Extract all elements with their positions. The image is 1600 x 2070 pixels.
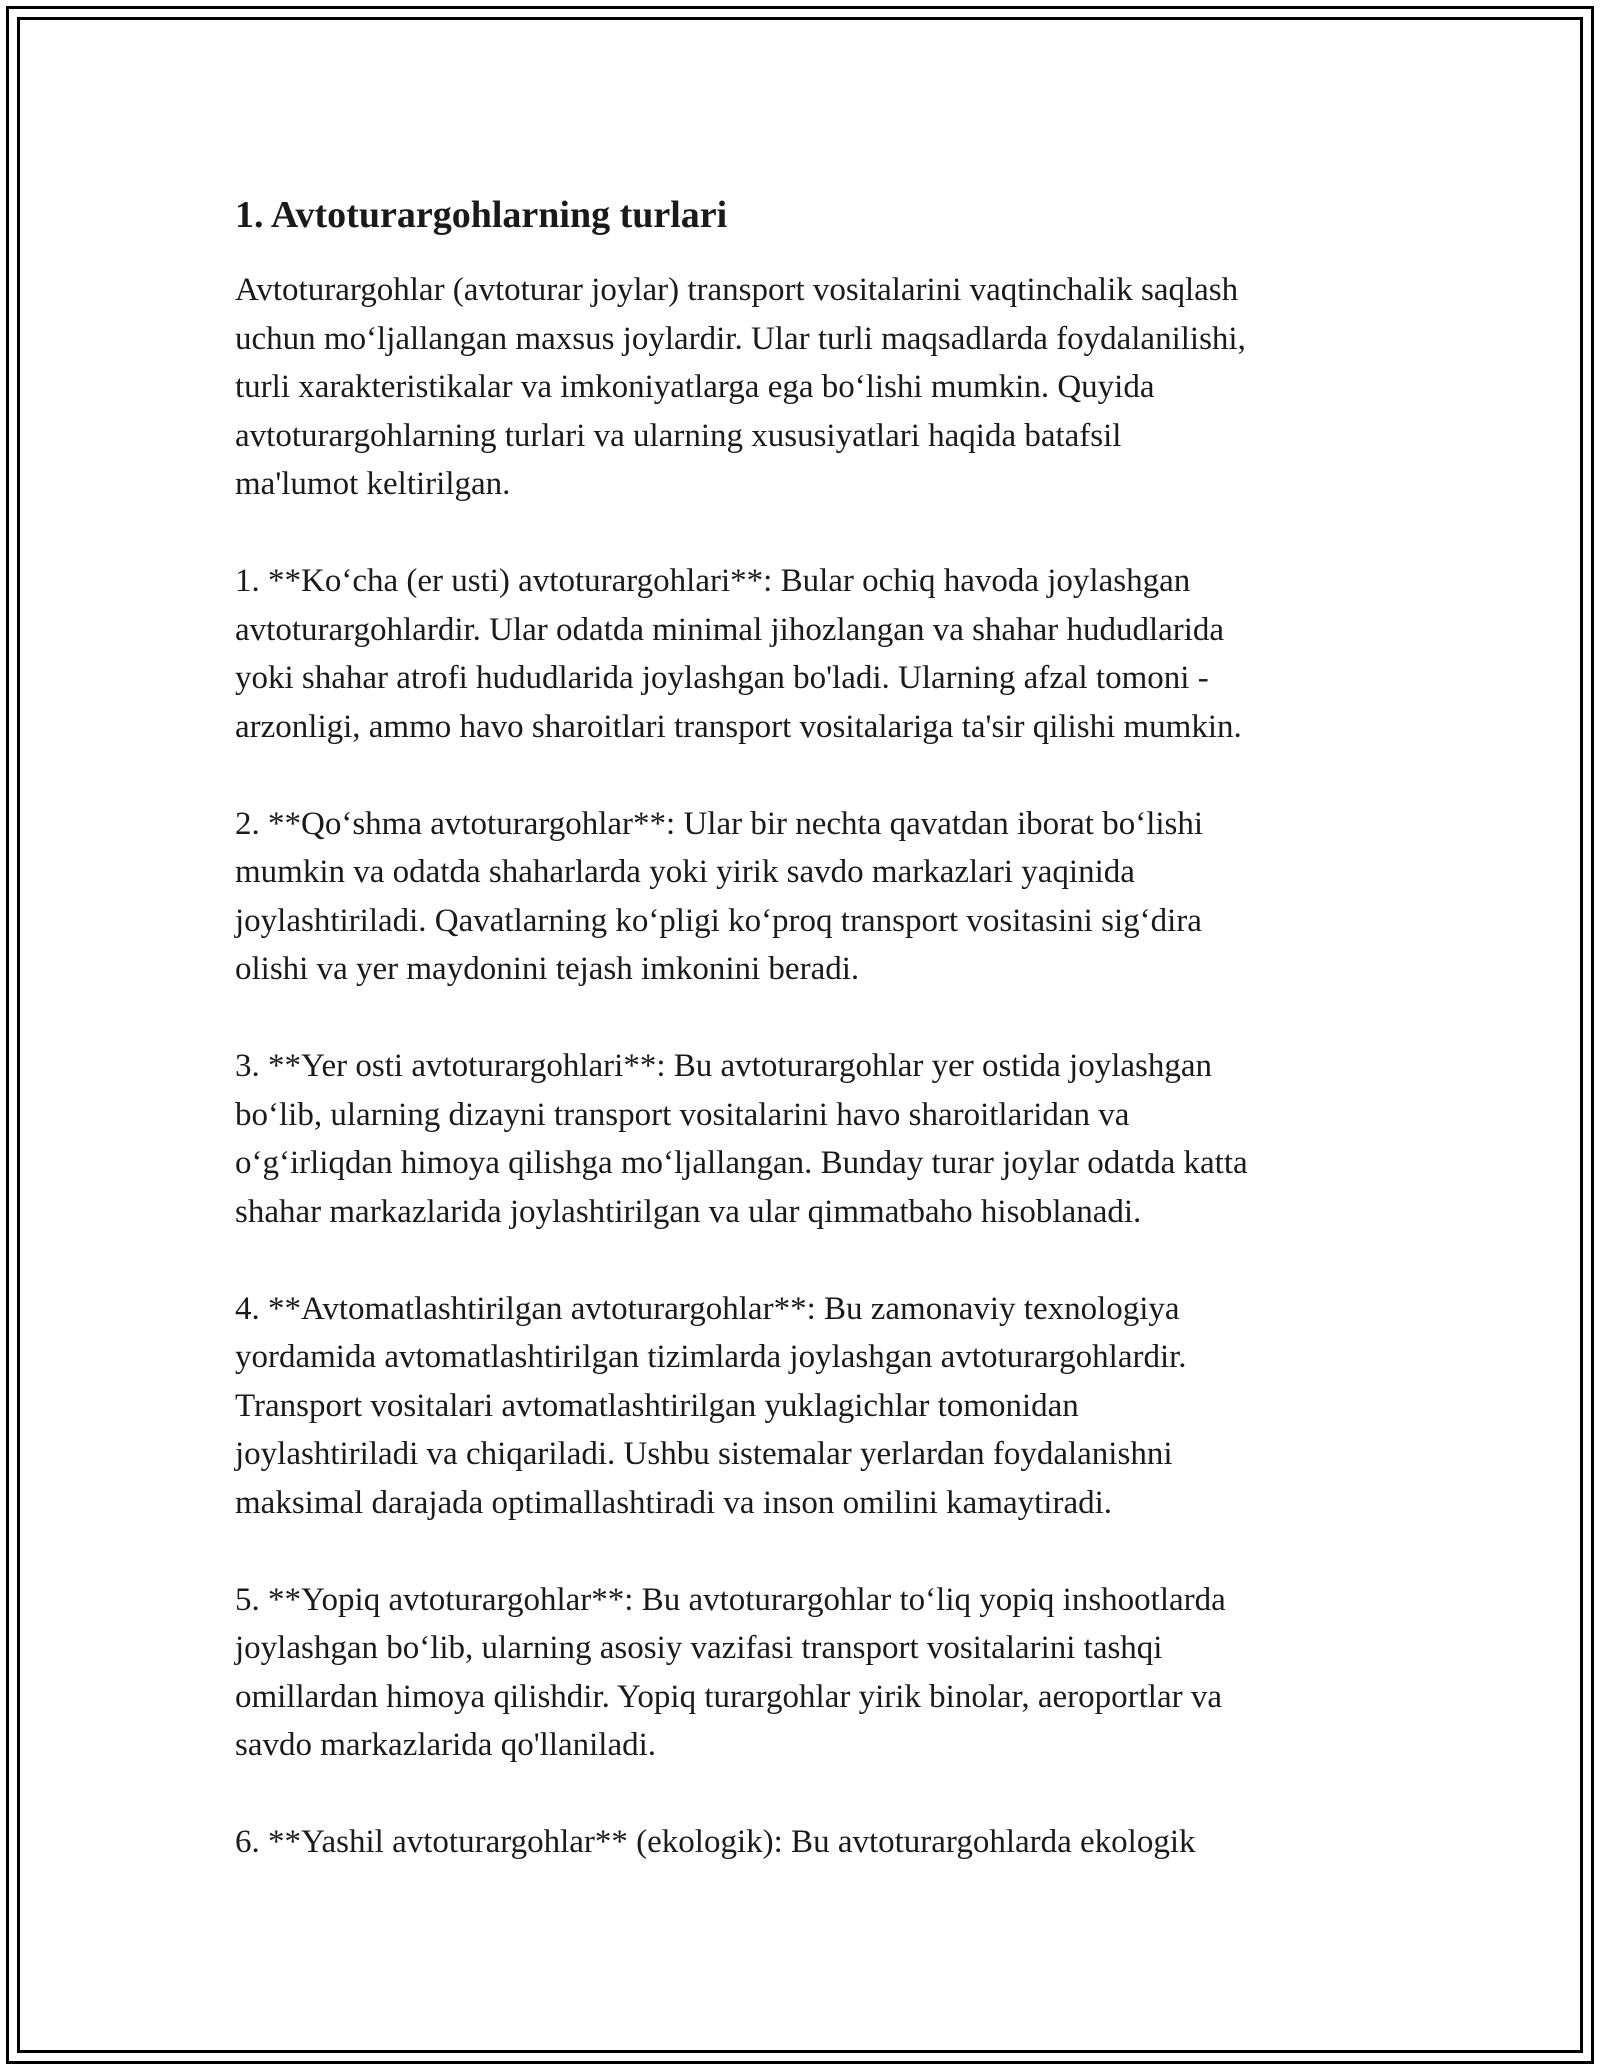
list-item-street-parking: 1. **Ko‘cha (er usti) avtoturargohlari**: Bular ochiq havoda joylashgan avtoturargohlardir. Ular odatda minimal jihozlangan va shahar hududlarida yoki shahar atrofi hududlarida joylashgan bo'ladi. Ularning afzal tomoni - arzonligi, ammo havo sharoitlari transport vositalariga ta'sir qilishi mumkin. — [235, 563, 1242, 745]
section-heading: 1. Avtoturargohlarning turlari — [235, 194, 728, 236]
list-item-green-parking: 6. **Yashil avtoturargohlar** (ekologik): Bu avtoturargohlarda ekologik — [235, 1824, 1196, 1860]
intro-paragraph: Avtoturargohlar (avtoturar joylar) transport vositalarini vaqtinchalik saqlash uchun mo‘ljallangan maxsus joylardir. Ular turli maqsadlarda foydalanilishi, turli xarakteristikalar va imkoniyatlarga ega bo‘lishi mumkin. Quyida avtoturargohlarning turlari va ularning xususiyatlari haqida batafsil ma'lumot keltirilgan. — [235, 272, 1246, 502]
list-item-closed-parking: 5. **Yopiq avtoturargohlar**: Bu avtoturargohlar to‘liq yopiq inshootlarda joylashgan bo‘lib, ularning asosiy vazifasi transport vositalarini tashqi omillardan himoya qilishdir. Yopiq turargohlar yirik binolar, aeroportlar va savdo markazlarida qo'llaniladi. — [235, 1581, 1226, 1763]
list-item-multilevel-parking: 2. **Qo‘shma avtoturargohlar**: Ular bir nechta qavatdan iborat bo‘lishi mumkin va odatda shaharlarda yoki yirik savdo markazlari yaqinida joylashtiriladi. Qavatlarning ko‘pligi ko‘proq transport vositasini sig‘dira olishi va yer maydonini tejash imkonini beradi. — [235, 805, 1204, 987]
list-item-automated-parking: 4. **Avtomatlashtirilgan avtoturargohlar**: Bu zamonaviy texnologiya yordamida avtomatlashtirilgan tizimlarda joylashgan avtoturargohlardir. Transport vositalari avtomatlashtirilgan yuklagichlar tomonidan joylashtiriladi va chiqariladi. Ushbu sistemalar yerlardan foydalanishni maksimal darajada optimallashtiradi va inson omilini kamaytiradi. — [235, 1290, 1187, 1521]
list-item-underground-parking: 3. **Yer osti avtoturargohlari**: Bu avtoturargohlar yer ostida joylashgan bo‘lib, ularning dizayni transport vositalarini havo sharoitlaridan va o‘g‘irliqdan himoya qilishga mo‘ljallangan. Bunday turar joylar odatda katta shahar markazlarida joylashtirilgan va ular qimmatbaho hisoblanadi. — [235, 1048, 1248, 1230]
document-body — [235, 190, 1375, 1915]
